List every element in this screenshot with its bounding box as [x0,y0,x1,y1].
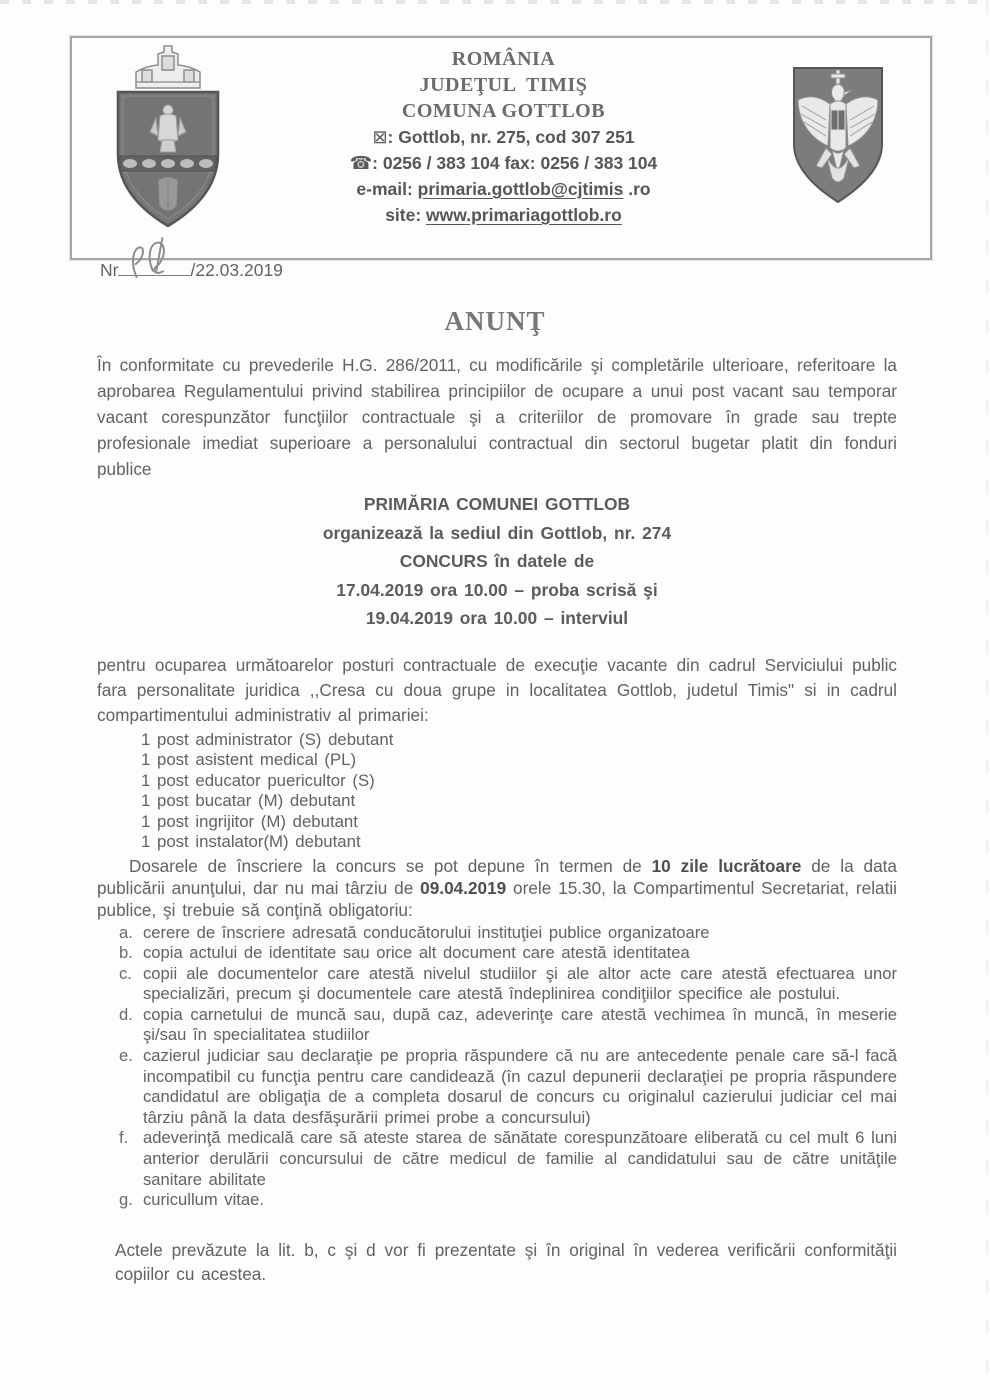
email-suffix: .ro [623,179,651,199]
item-text: cerere de înscriere adresată conducătorului instituţiei publice organizatoare [143,922,710,942]
list-item [97,943,897,964]
list-item: 1 post administrator (S) debutant [141,729,394,749]
letterhead-text [262,38,745,228]
list-item [97,1005,897,1046]
deadline-text: de la data publicării anunţului, dar nu mai târziu de [97,855,897,898]
item-text: cazierul judiciar sau declaraţie pe propria răspundere că nu are antecedente penale care să-l facă incompatibil cu funcţia pentru care candidează (în cazul depunerii declaraţiei pe propria răspundere candidatul are obligaţia de a completa dosarul de concurs cu originalul cazierului judiciar cel mai târziu până la data desfăşurării primei probe a concursului) [143,1046,897,1127]
scan-artifact-top [0,0,990,4]
list-item: 1 post educator puericultor (S) [141,770,375,790]
email-label: e-mail: [356,179,418,199]
intro-paragraph: În conformitate cu prevederile H.G. 286/2011, cu modificările şi completările ulterioare, referitoare la aprobarea Regulamentului privind stabilirea principiilor de ocupare a unui post vacant sau temporar vacant corespunzător funcţiilor contractuale şi a criteriilor de promovare în grade sau trepte profesionale imediat superioare a personalului contractual din sectorul bugetar platit din fonduri publice [97,355,897,479]
deadline-paragraph [97,855,897,921]
deadline-text: Dosarele de înscriere la concurs se pot depune în termen de [129,855,652,876]
list-item [97,964,897,1005]
list-item: 1 post instalator(M) debutant [141,832,361,851]
nr-label: Nr [100,260,119,280]
item-text: adeverinţă medicală care să ateste starea de sănătate corespunzătoare eliberată cu cel mult 6 luni anterior derulării concursului de către medicul de familie al candidatului sau de către unităţile sanitare abilitate [143,1128,897,1189]
romania-coat-of-arms-image [786,62,890,220]
list-item [97,1046,897,1128]
item-letter: a. [119,922,133,942]
envelope-icon: ⊠ [372,127,388,147]
announcement-interview-date: 19.04.2019 ora 10.00 – interviul [365,608,629,628]
nr-blank-underline [118,261,190,276]
commune-coat-of-arms-image [98,44,236,240]
email-line [262,176,745,202]
site-url: www.primariagottlob.ro [426,205,622,225]
list-item [97,1128,897,1190]
announcement-concurs: CONCURS în datele de [399,551,595,571]
announcement-institution: PRIMĂRIA COMUNEI GOTTLOB [363,494,631,514]
address-text: : Gottlob, nr. 275, cod 307 251 [387,127,635,147]
telephone-icon: ☎ [349,153,373,173]
list-item [97,923,897,944]
address-line [262,124,745,150]
country-name: ROMÂNIA [451,48,556,70]
site-line [262,202,745,228]
deadline-date: 09.04.2019 [420,877,507,898]
item-text: curicullum vitae. [143,1190,264,1210]
commune-coat-of-arms [72,38,262,240]
list-item: 1 post asistent medical (PL) [141,750,357,769]
document-body [97,352,897,1286]
announcement-location: organizează la sediul din Gottlob, nr. 274 [322,522,672,543]
item-letter: e. [119,1046,133,1066]
positions-list [141,730,897,853]
scan-artifact-right [986,0,988,1400]
phone-text: : 0256 / 383 104 fax: 0256 / 383 104 [372,153,658,173]
announcement-written-test-date: 17.04.2019 ora 10.00 – proba scrisă şi [336,579,658,600]
email-address: primaria.gottlob@cjtimis [417,179,624,199]
item-text: copia carnetului de muncă sau, după caz, adeverinţe care atestă vechimea în muncă, în meserie şi/sau în specialitatea studiilor [143,1004,897,1045]
letterhead-box [70,36,932,260]
announcement-block [97,490,897,633]
closing-paragraph: Actele prevăzute la lit. b, c şi d vor fi prezentate şi în original în vederea verificării conformităţii copiilor cu acestea. [115,1239,897,1284]
list-item [97,1190,897,1211]
list-item: 1 post bucatar (M) debutant [141,791,356,810]
list-item: 1 post ingrijitor (M) debutant [141,811,358,831]
item-letter: f. [119,1128,129,1148]
commune-name: COMUNA GOTTLOB [401,100,606,122]
requirements-list [97,923,897,1211]
site-label: site: [385,205,427,225]
phone-line [262,150,745,176]
item-letter: g. [119,1190,133,1210]
item-letter: d. [119,1004,133,1024]
registration-line [100,260,283,281]
county-name: JUDEŢUL TIMIŞ [419,74,588,96]
item-text: copii ale documentelor care atestă nivelul studiilor şi ale altor acte care atestă efectuarea unor specializări, precum şi documentele care atestă îndeplinirea condiţiilor specifice ale postului. [143,963,897,1004]
positions-intro-paragraph: pentru ocuparea următoarelor posturi contractuale de execuţie vacante din cadrul Serviciului public fara personalitate juridica ,,Cresa cu doua grupe in localitatea Gottlob, judetul Timis" si in cadrul compartimentului administrativ al primariei: [97,654,897,725]
handwritten-number [122,234,179,283]
document-title: ANUNŢ [444,306,546,336]
deadline-working-days: 10 zile lucrătoare [651,855,802,876]
nr-date: /22.03.2019 [190,260,283,280]
item-letter: c. [119,963,132,983]
item-text: copia actului de identitate sau orice alt document care atestă identitatea [143,943,690,963]
romania-coat-of-arms [745,38,930,220]
item-letter: b. [119,943,133,963]
deadline-text: orele 15.30, la Compartimentul Secretariat, relatii publice, şi trebuie să conţină obligatoriu: [97,877,897,920]
